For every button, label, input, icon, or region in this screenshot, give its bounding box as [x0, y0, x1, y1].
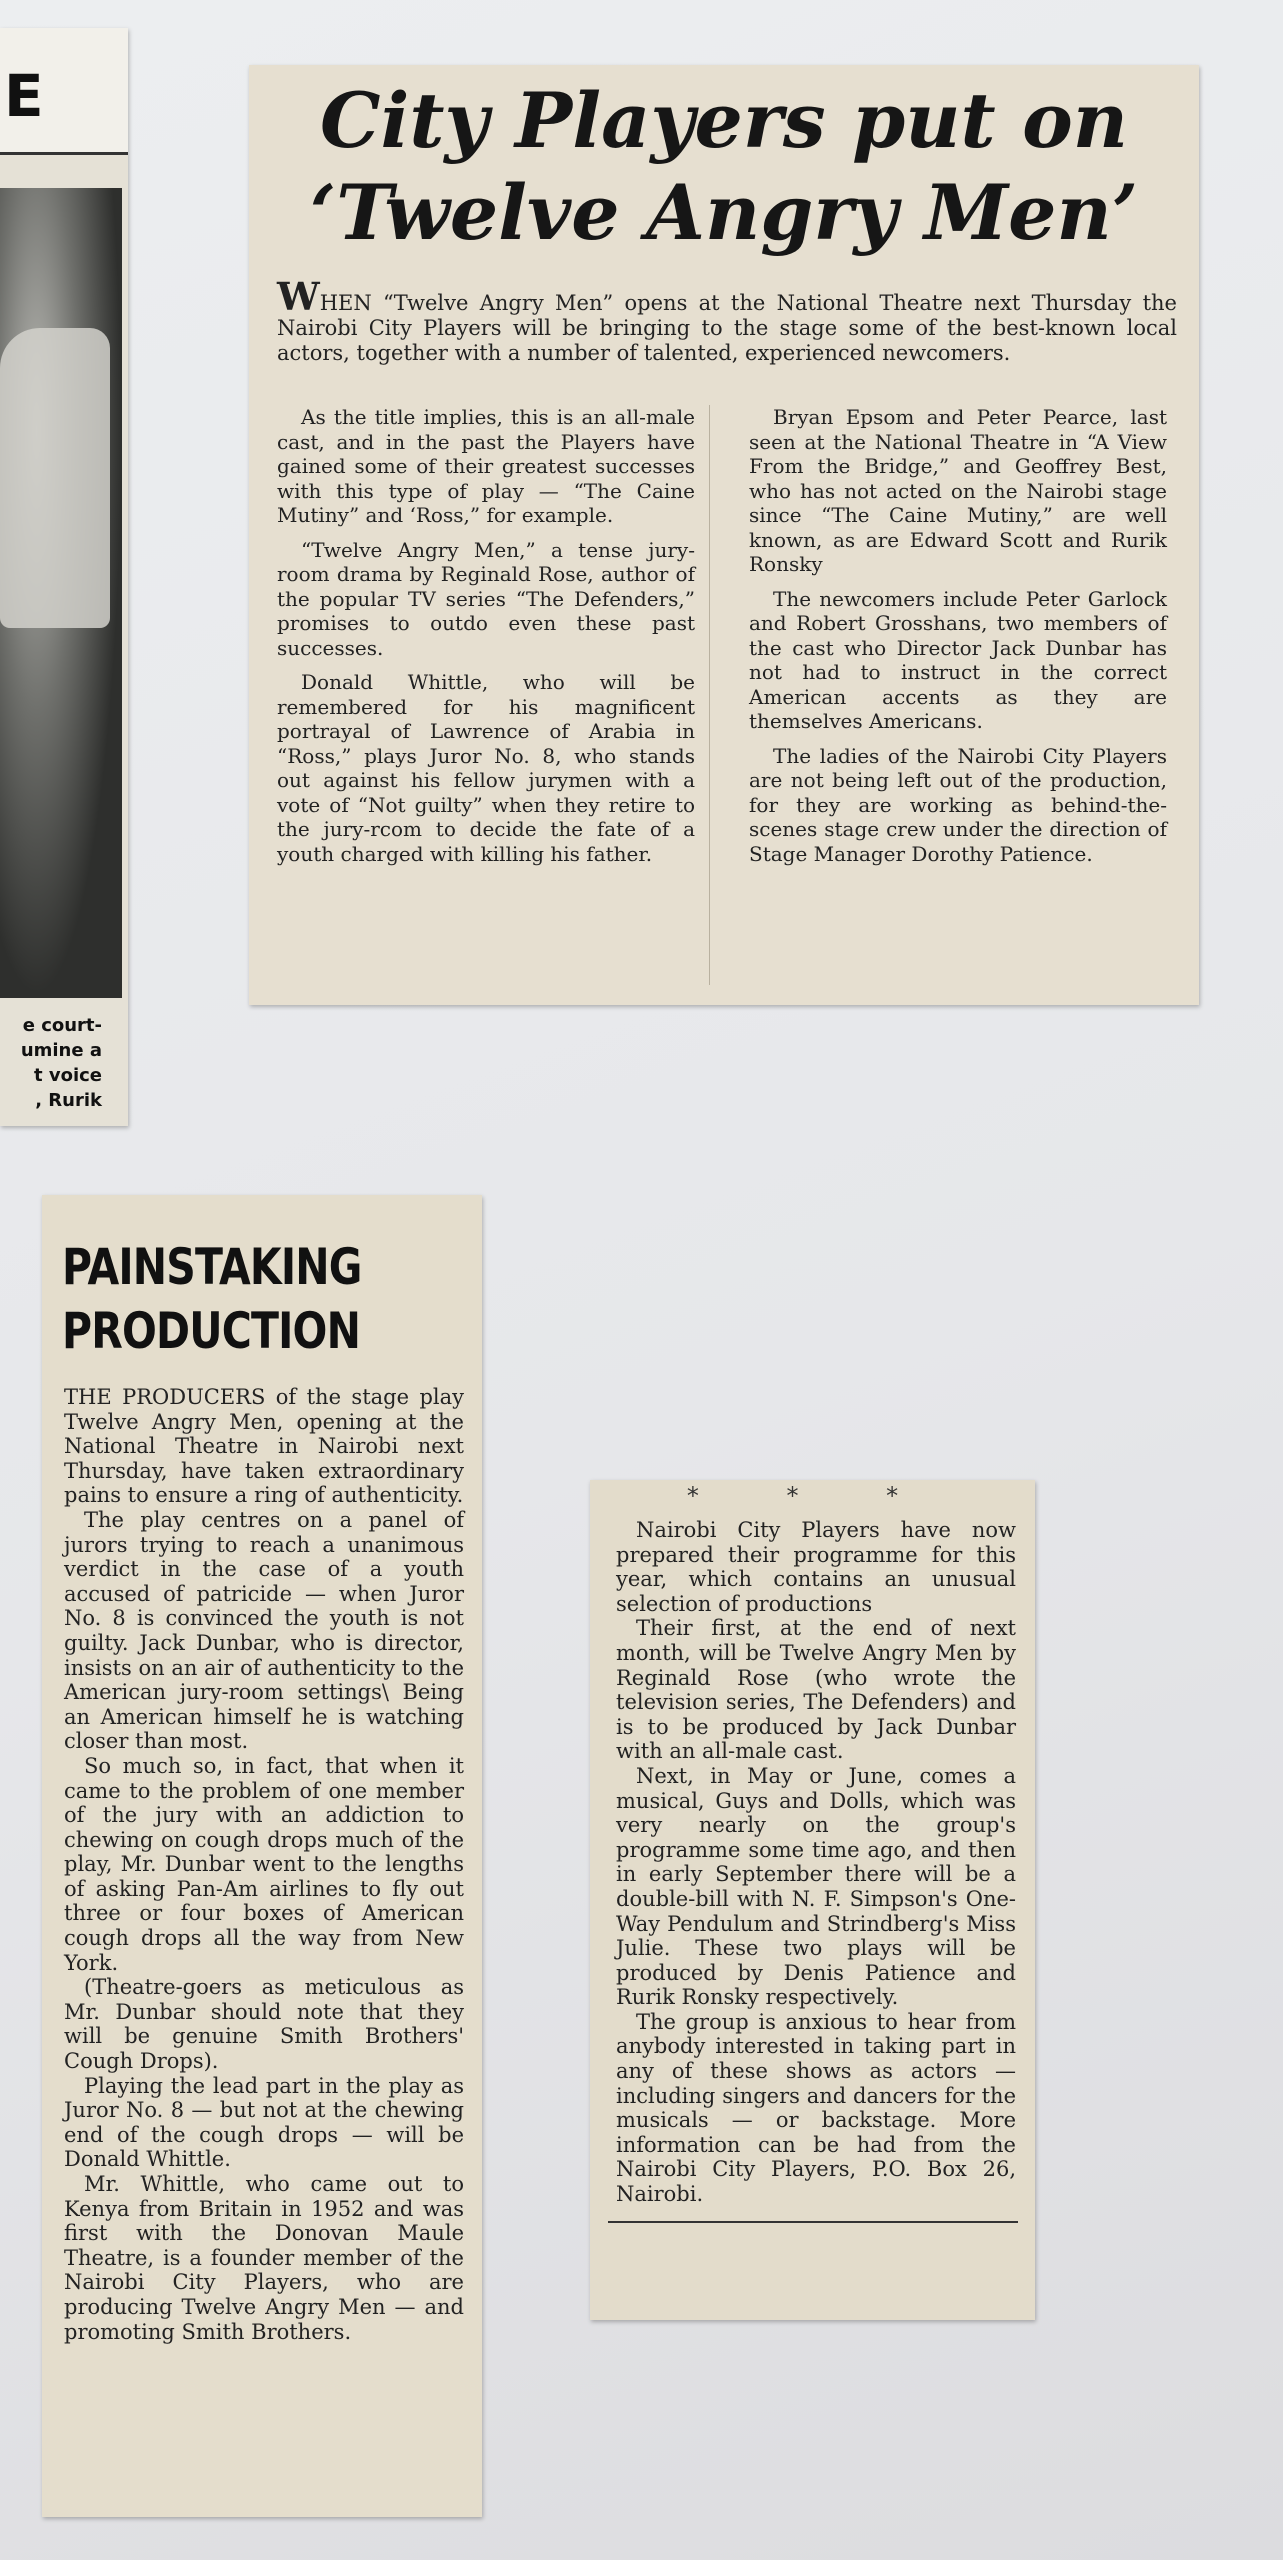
- bottom-rule: [608, 2221, 1018, 2223]
- caption-line: umine a: [20, 1040, 102, 1061]
- paragraph: Bryan Epsom and Peter Pearce, last seen at the National Theatre in “A View From the Bridge,” and Geoffrey Best, who has not acted on the Nairobi stage since “The Caine Mutiny,” are well known, as are Edward Scott and Rurik Ronsky: [749, 405, 1167, 576]
- paragraph: Nairobi City Players have now prepared their programme for this year, which contains an unusual selection of productions: [616, 1518, 1016, 1616]
- article-headline: [249, 75, 1199, 259]
- drop-cap: W: [277, 274, 320, 319]
- partial-clipping-left: [0, 28, 128, 1126]
- headline-line: City Players put on: [319, 76, 1129, 165]
- paragraph: The play centres on a panel of jurors trying to reach a unanimous verdict in the case of a youth accused of patricide — when Juror No. 8 is convinced the youth is not guilty. Jack Dunbar, who is director, insists on an air of authenticity to the American jury-room settings\ Being an American himself he is watching closer than most.: [64, 1507, 464, 1754]
- section-stars: * * *: [686, 1482, 939, 1510]
- caption-line: e court-: [22, 1015, 102, 1036]
- paragraph: Playing the lead part in the play as Juror No. 8 — but not at the chewing end of the cough drops — will be Donald Whittle.: [64, 2073, 464, 2172]
- paragraph: So much so, in fact, that when it came to the problem of one member of the jury with an addiction to chewing on cough drops much of the play, Mr. Dunbar went to the lengths of asking Pan-Am airlines to fly out three or four boxes of American cough drops all the way from New York.: [64, 1753, 464, 1975]
- article-headline: [62, 1235, 362, 1363]
- paragraph: Mr. Whittle, who came out to Kenya from Britain in 1952 and was first with the Donovan Maule Theatre, is a founder member of the Nairobi City Players, who are producing Twelve Angry Men — and promoting Smith Brothers.: [64, 2172, 464, 2344]
- headline-fragment-text: E: [4, 62, 44, 130]
- paragraph: Next, in May or June, comes a musical, Guys and Dolls, which was very nearly on the group's programme some time ago, and then in early September there will be a double-bill with N. F. Simpson's One-Way Pendulum and Strindberg's Miss Julie. These two plays will be produced by Denis Patience and Rurik Ronsky respectively.: [616, 1763, 1016, 2010]
- column-divider: [709, 405, 710, 985]
- article-body: [616, 1518, 1016, 2207]
- headline-line: PRODUCTION: [62, 1302, 361, 1360]
- paragraph: “Twelve Angry Men,” a tense jury-room drama by Reginald Rose, author of the popular TV series “The Defenders,” promises to outdo even these past successes.: [277, 537, 695, 660]
- paragraph: As the title implies, this is an all-male cast, and in the past the Players have gained some of their greatest successes with this type of play — “The Caine Mutiny” and ‘Ross,” for example.: [277, 405, 695, 527]
- paragraph: Donald Whittle, who will be remembered for his magnificent portrayal of Lawrence of Arabia in “Ross,” plays Juror No. 8, who stands out against his fellow jurymen with a vote of “Not guilty” when they retire to the jury-rcom to decide the fate of a youth charged with killing his father.: [277, 670, 695, 866]
- paragraph: The group is anxious to hear from anybody interested in taking part in any of these shows as actors — including singers and dancers for the musicals — or backstage. More information can be had from the Nairobi City Players, P.O. Box 26, Nairobi.: [616, 2009, 1016, 2207]
- paragraph: Their first, at the end of next month, will be Twelve Angry Men by Reginald Rose (who wrote the television series, The Defenders) and is to be produced by Jack Dunbar with an all-male cast.: [616, 1616, 1016, 1764]
- headline-fragment: [0, 28, 128, 155]
- photo-fragment: [0, 188, 122, 998]
- article-programme-notes: [590, 1480, 1035, 2320]
- headline-line: PAINSTAKING: [62, 1238, 362, 1296]
- paragraph: The newcomers include Peter Garlock and Robert Grosshans, two members of the cast who Director Jack Dunbar has not had to instruct in the correct American accents as they are themselves Americans.: [749, 586, 1167, 733]
- paragraph: The ladies of the Nairobi City Players are not being left out of the production, for they are working as behind-the-scenes stage crew under the direction of Stage Manager Dorothy Patience.: [749, 743, 1167, 866]
- article-city-players: [249, 65, 1199, 1005]
- paragraph: THE PRODUCERS of the stage play Twelve Angry Men, opening at the National Theatre in Nairobi next Thursday, have taken extraordinary pains to ensure a ring of authenticity.: [64, 1385, 464, 1508]
- photo-caption-fragment: [0, 1013, 128, 1113]
- caption-line: t voice: [33, 1065, 102, 1086]
- photo-figure: [0, 328, 110, 628]
- article-column-right: [749, 405, 1167, 876]
- article-column-left: [277, 405, 695, 876]
- paragraph: (Theatre-goers as meticulous as Mr. Dunbar should note that they will be genuine Smith Brothers' Cough Drops).: [64, 1975, 464, 2074]
- article-body: [64, 1385, 464, 2344]
- article-painstaking-production: [42, 1195, 482, 2517]
- caption-line: , Rurik: [35, 1090, 102, 1111]
- headline-line: ‘Twelve Angry Men’: [309, 168, 1139, 257]
- article-intro: [277, 274, 1177, 366]
- intro-text: HEN “Twelve Angry Men” opens at the National Theatre next Thursday the Nairobi City Players will be bringing to the stage some of the best-known local actors, together with a number of talented, experienced newcomers.: [277, 291, 1177, 365]
